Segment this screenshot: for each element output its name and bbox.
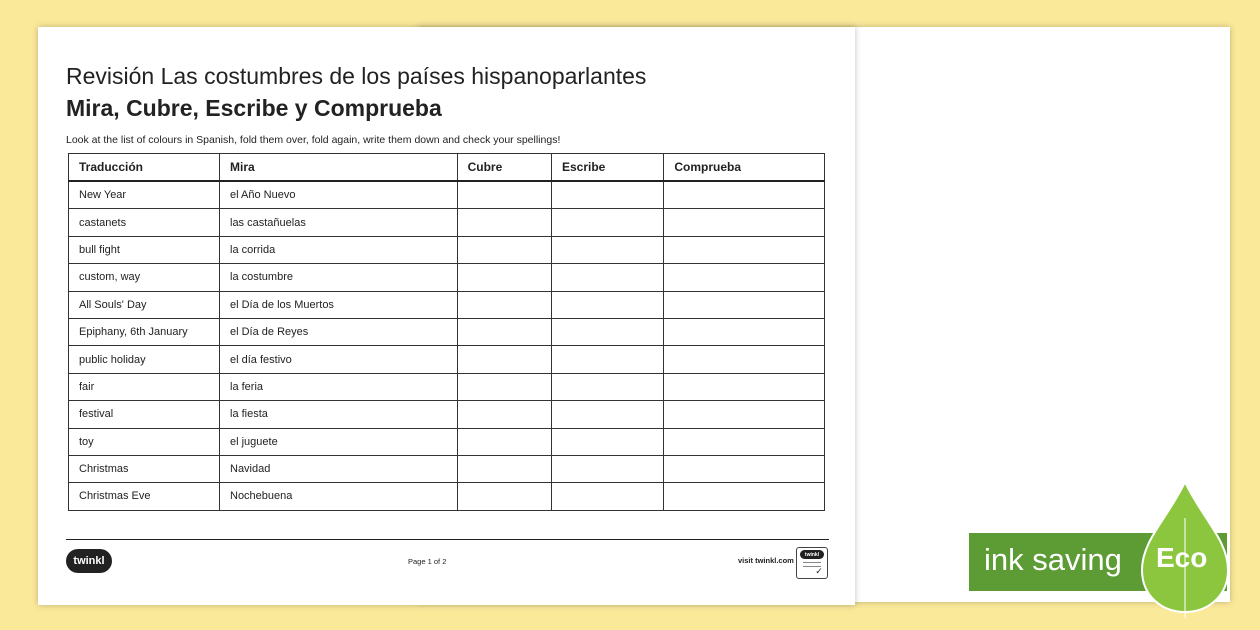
cell-escribe[interactable] — [552, 209, 664, 236]
cell-cubre[interactable] — [457, 455, 551, 482]
table-row — [69, 346, 825, 373]
twinkl-logo: twinkl — [66, 549, 112, 573]
cell-cubre[interactable] — [457, 236, 551, 263]
table-row — [69, 428, 825, 455]
cell-cubre[interactable] — [457, 264, 551, 291]
cell-escribe[interactable] — [552, 236, 664, 263]
cell-cubre[interactable] — [457, 209, 551, 236]
cell-mira: la fiesta — [220, 401, 458, 428]
table-row — [69, 236, 825, 263]
cell-traduccion: New Year — [69, 181, 220, 209]
table-header-row — [69, 154, 825, 182]
ink-saving-text: ink saving — [984, 542, 1122, 577]
page-number: Page 1 of 2 — [408, 557, 447, 566]
cell-traduccion: public holiday — [69, 346, 220, 373]
cell-traduccion: toy — [69, 428, 220, 455]
cell-mira: el Día de los Muertos — [220, 291, 458, 318]
cell-cubre[interactable] — [457, 483, 551, 510]
table-row — [69, 373, 825, 400]
cell-escribe[interactable] — [552, 428, 664, 455]
cell-escribe[interactable] — [552, 455, 664, 482]
table-row — [69, 291, 825, 318]
worksheet-subtitle: Mira, Cubre, Escribe y Comprueba — [66, 95, 442, 121]
cell-escribe[interactable] — [552, 264, 664, 291]
front-worksheet-page — [38, 27, 855, 605]
worksheet-instructions: Look at the list of colours in Spanish, fold them over, fold again, write them down and check your spellings! — [66, 134, 561, 146]
cell-cubre[interactable] — [457, 401, 551, 428]
cell-mira: el Año Nuevo — [220, 181, 458, 209]
cell-comprueba[interactable] — [664, 373, 825, 400]
cell-comprueba[interactable] — [664, 181, 825, 209]
header-traduccion: Traducción — [69, 154, 220, 182]
table-row — [69, 318, 825, 345]
cell-comprueba[interactable] — [664, 346, 825, 373]
cell-traduccion: custom, way — [69, 264, 220, 291]
cell-escribe[interactable] — [552, 291, 664, 318]
cell-comprueba[interactable] — [664, 428, 825, 455]
badge-logo: twinkl — [800, 550, 824, 559]
cell-comprueba[interactable] — [664, 209, 825, 236]
check-icon: ✓ — [815, 566, 823, 576]
cell-mira: Nochebuena — [220, 483, 458, 510]
cell-mira: el juguete — [220, 428, 458, 455]
cell-cubre[interactable] — [457, 373, 551, 400]
cell-traduccion: Christmas Eve — [69, 483, 220, 510]
cell-mira: la costumbre — [220, 264, 458, 291]
table-row — [69, 209, 825, 236]
cell-mira: Navidad — [220, 455, 458, 482]
header-cubre: Cubre — [457, 154, 551, 182]
cell-escribe[interactable] — [552, 181, 664, 209]
cell-mira: la feria — [220, 373, 458, 400]
cell-comprueba[interactable] — [664, 401, 825, 428]
cell-escribe[interactable] — [552, 483, 664, 510]
cell-comprueba[interactable] — [664, 318, 825, 345]
visit-link[interactable]: visit twinkl.com — [738, 556, 794, 565]
cell-cubre[interactable] — [457, 291, 551, 318]
vocabulary-table — [68, 153, 825, 511]
table-row — [69, 483, 825, 510]
header-escribe: Escribe — [552, 154, 664, 182]
cell-escribe[interactable] — [552, 373, 664, 400]
table-row — [69, 401, 825, 428]
eco-label: Eco — [1156, 542, 1208, 573]
cell-cubre[interactable] — [457, 318, 551, 345]
cell-traduccion: fair — [69, 373, 220, 400]
cell-cubre[interactable] — [457, 181, 551, 209]
cell-escribe[interactable] — [552, 346, 664, 373]
cell-escribe[interactable] — [552, 318, 664, 345]
cell-traduccion: bull fight — [69, 236, 220, 263]
cell-comprueba[interactable] — [664, 455, 825, 482]
cell-traduccion: All Souls' Day — [69, 291, 220, 318]
table-row — [69, 181, 825, 209]
cell-traduccion: festival — [69, 401, 220, 428]
cell-traduccion: Christmas — [69, 455, 220, 482]
cell-mira: el Día de Reyes — [220, 318, 458, 345]
cell-mira: la corrida — [220, 236, 458, 263]
cell-comprueba[interactable] — [664, 264, 825, 291]
cell-mira: el día festivo — [220, 346, 458, 373]
cell-mira: las castañuelas — [220, 209, 458, 236]
cell-escribe[interactable] — [552, 401, 664, 428]
cell-comprueba[interactable] — [664, 483, 825, 510]
cell-traduccion: castanets — [69, 209, 220, 236]
table-row — [69, 264, 825, 291]
worksheet-title: Revisión Las costumbres de los países hispanoparlantes — [66, 63, 647, 89]
quality-badge-icon — [796, 547, 828, 579]
cell-cubre[interactable] — [457, 346, 551, 373]
table-row — [69, 455, 825, 482]
cell-cubre[interactable] — [457, 428, 551, 455]
header-comprueba: Comprueba — [664, 154, 825, 182]
cell-traduccion: Epiphany, 6th January — [69, 318, 220, 345]
cell-comprueba[interactable] — [664, 291, 825, 318]
footer-divider — [66, 539, 829, 540]
cell-comprueba[interactable] — [664, 236, 825, 263]
header-mira: Mira — [220, 154, 458, 182]
